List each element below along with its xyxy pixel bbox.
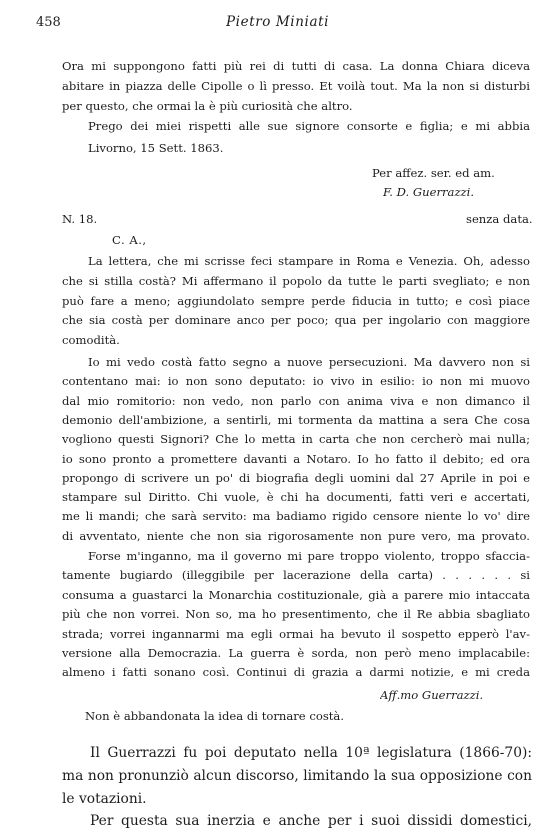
- text-line: per questo, che ormai la è più curiosità che altro.: [62, 99, 353, 113]
- text-line: me li mandi; che sarà servito: ma badiamo rigido censore niente lo vo' dire: [62, 509, 530, 523]
- text-line: comodità.: [62, 333, 120, 347]
- text-line: demonio dell'ambizione, a sentirli, mi tormenta da mattina a sera Che cosa: [62, 413, 530, 427]
- letter-date: Livorno, 15 Sett. 1863.: [88, 141, 224, 155]
- text-line: più che non vorrei. Non so, ma ho presentimento, che il Re abbia sbagliato: [62, 607, 530, 621]
- letter-signature: Aff.mo Guerrazzi.: [380, 688, 484, 702]
- text-line: può fare a meno; aggiundolato sempre perde fiducia in tutto; e così piace: [62, 294, 530, 308]
- text-line: stampare sul Diritto. Chi vuole, è chi ha documenti, fatti veri e accertati,: [62, 490, 530, 504]
- letter-greeting: Prego dei miei rispetti alle sue signore consorte e figlia; e mi abbia: [88, 119, 530, 133]
- letter-signature: F. D. Guerrazzi.: [383, 185, 475, 199]
- text-line: io sono pronto a promettere davanti a Notaro. Io ho fatto il debito; ed ora: [62, 452, 530, 466]
- letter-number: N. 18.: [62, 212, 98, 226]
- text-line: che sia costà per dominare anco per poco; qua per ingolario con maggiore: [62, 313, 530, 327]
- letter-closing: Per affez. ser. ed am.: [372, 166, 495, 180]
- text-line: tamente bugiardo (illeggibile per lacerazione della carta) . . . . . . si: [62, 568, 530, 582]
- text-line: dal mio romitorio: non vedo, non parlo con anima viva e non dimanco il: [62, 394, 530, 408]
- commentary-line: Per questa sua inerzia e anche per i suoi dissidi domestici,: [90, 813, 532, 829]
- text-line: Ora mi suppongono fatti più rei di tutti di casa. La donna Chiara diceva: [62, 59, 530, 73]
- text-line: di avventato, niente che non sia rigorosamente non pure vero, ma provato.: [62, 529, 530, 543]
- text-line: che si stilla costà? Mi affermano il popolo da tutte le parti svegliato; e non: [62, 274, 530, 288]
- page-number: 458: [36, 16, 61, 30]
- commentary-line: ma non pronunziò alcun discorso, limitando la sua opposizione con: [62, 768, 532, 784]
- text-line: vogliono questi Signori? Che lo metta in carta che non cercherò mai nulla;: [62, 432, 530, 446]
- text-line: versione alla Democrazia. La guerra è sorda, non però meno implacabile:: [62, 646, 530, 660]
- letter-postscript: Non è abbandonata la idea di tornare costà.: [85, 709, 345, 723]
- text-line: strada; vorrei ingannarmi ma egli ormai ha bevuto il sospetto epperò l'av-: [62, 627, 530, 641]
- text-line: abitare in piazza delle Cipolle o lì presso. Et voilà tout. Ma la non si disturbi: [62, 79, 530, 93]
- text-line: La lettera, che mi scrisse feci stampare in Roma e Venezia. Oh, adesso: [88, 254, 530, 268]
- commentary-line: Il Guerrazzi fu poi deputato nella 10ª legislatura (1866-70):: [90, 745, 532, 761]
- letter-date-note: senza data.: [466, 212, 533, 226]
- text-line: Io mi vedo costà fatto segno a nuove persecuzioni. Ma davvero non si: [88, 355, 530, 369]
- running-title: Pietro Miniati: [226, 15, 330, 29]
- text-line: Forse m'inganno, ma il governo mi pare troppo violento, troppo sfaccia-: [88, 549, 530, 563]
- text-line: propongo di scrivere un po' di biografia degli uomini dal 27 Aprile in poi e: [62, 471, 530, 485]
- letter-salutation: C. A.,: [112, 233, 147, 247]
- text-line: consuma a guastarci la Monarchia costituzionale, già a parere mio intaccata: [62, 588, 530, 602]
- text-line: contentano mai: io non sono deputato: io vivo in esilio: io non mi muovo: [62, 374, 530, 388]
- commentary-line: le votazioni.: [62, 791, 147, 807]
- text-line: almeno i fatti sonano così. Continui di grazia a darmi notizie, e mi creda: [62, 665, 530, 679]
